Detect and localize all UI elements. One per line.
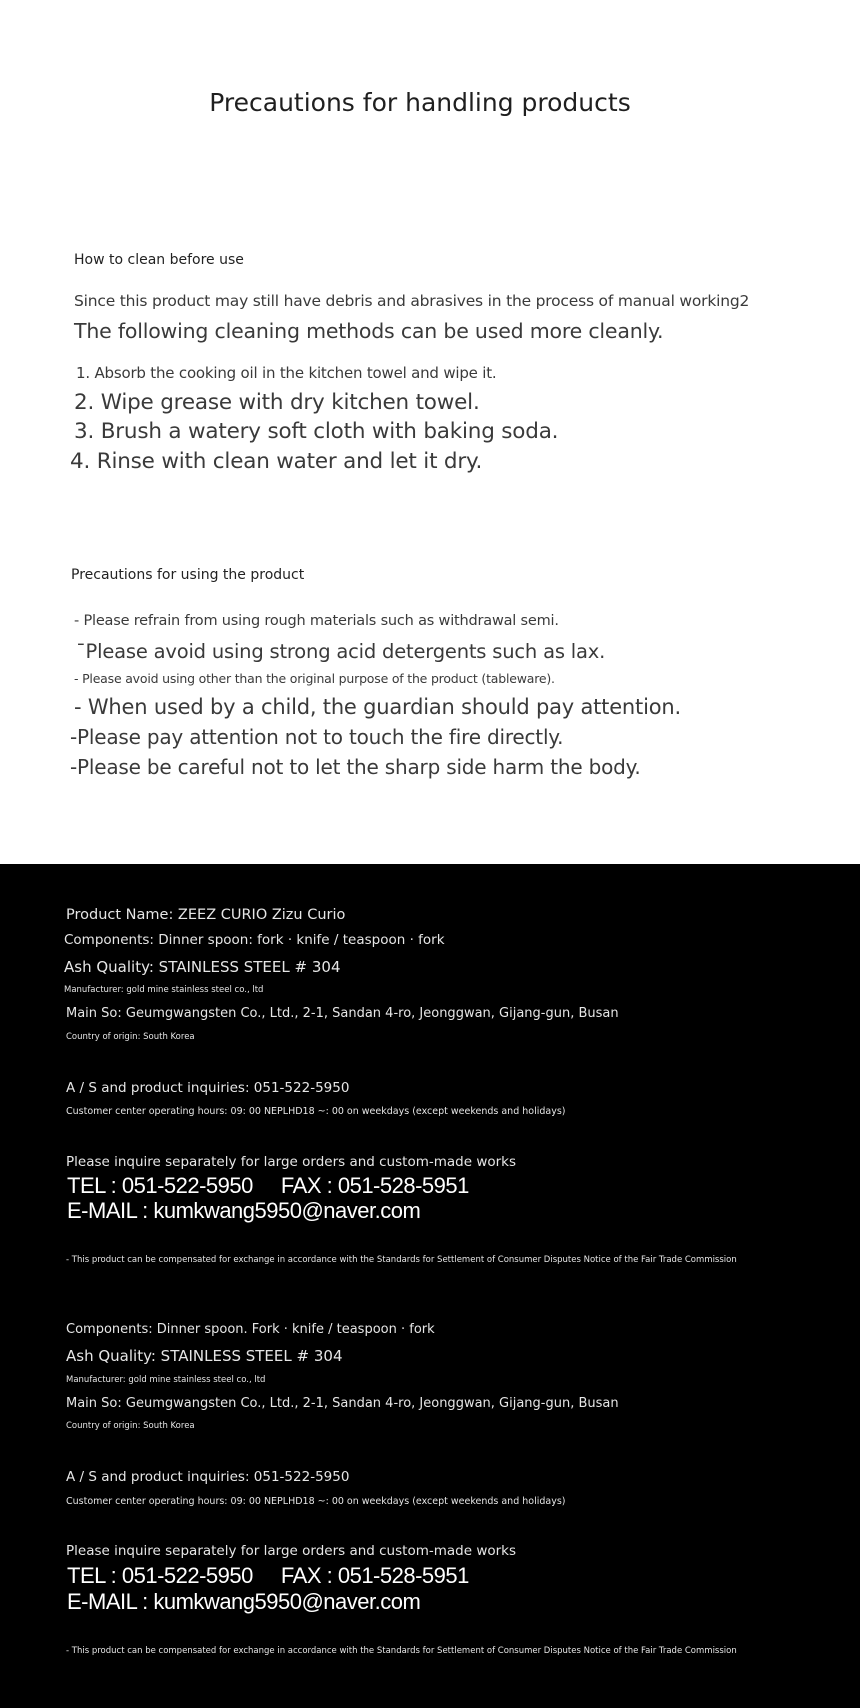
notice-1: - This product can be compensated for exchange in accordance with the Standards for Settlement of Consumer Disputes Notice of the Fair Trade Commission: [66, 1255, 737, 1265]
cleaning-intro-line2: The following cleaning methods can be used more cleanly.: [74, 319, 664, 343]
large-orders-2: Please inquire separately for large orders and custom-made works: [66, 1543, 517, 1559]
manufacturer-2: Manufacturer: gold mine stainless steel co., ltd: [66, 1375, 266, 1385]
product-info-section: [0, 864, 860, 1708]
hours-1: Customer center operating hours: 09: 00 NEPLHD18 ~: 00 on weekdays (except weekends and holidays): [66, 1106, 566, 1117]
tel-fax-1: TEL : 051-522-5950 FAX : 051-528-5951: [67, 1173, 469, 1198]
origin-2: Country of origin: South Korea: [66, 1421, 195, 1431]
hours-2: Customer center operating hours: 09: 00 NEPLHD18 ~: 00 on weekdays (except weekends and holidays): [66, 1496, 566, 1507]
precaution-item-1: - Please refrain from using rough materials such as withdrawal semi.: [74, 613, 559, 629]
components-1: Components: Dinner spoon: fork · knife / teaspoon · fork: [64, 932, 445, 948]
origin-1: Country of origin: South Korea: [66, 1032, 195, 1042]
material-1: Ash Quality: STAINLESS STEEL # 304: [64, 958, 341, 976]
cleaning-step-2: 2. Wipe grease with dry kitchen towel.: [74, 390, 480, 415]
precaution-item-4: - When used by a child, the guardian should pay attention.: [74, 695, 681, 719]
cleaning-heading: How to clean before use: [74, 252, 244, 268]
main-so-2: Main So: Geumgwangsten Co., Ltd., 2-1, Sandan 4-ro, Jeonggwan, Gijang-gun, Busan: [66, 1396, 619, 1411]
cleaning-step-1: 1. Absorb the cooking oil in the kitchen towel and wipe it.: [76, 364, 497, 382]
cleaning-intro-line1: Since this product may still have debris and abrasives in the process of manual working2: [74, 292, 750, 310]
precautions-heading: Precautions for using the product: [71, 567, 305, 583]
notice-2: - This product can be compensated for exchange in accordance with the Standards for Settlement of Consumer Disputes Notice of the Fair Trade Commission: [66, 1646, 737, 1656]
as-inquiries-2: A / S and product inquiries: 051-522-5950: [66, 1469, 350, 1485]
precaution-item-6: -Please be careful not to let the sharp side harm the body.: [70, 755, 641, 779]
precaution-item-3: - Please avoid using other than the original purpose of the product (tableware).: [74, 671, 555, 686]
email-1: E-MAIL : kumkwang5950@naver.com: [67, 1198, 421, 1223]
main-so-1: Main So: Geumgwangsten Co., Ltd., 2-1, Sandan 4-ro, Jeonggwan, Gijang-gun, Busan: [66, 1006, 619, 1021]
as-inquiries-1: A / S and product inquiries: 051-522-5950: [66, 1080, 350, 1096]
cleaning-step-4: 4. Rinse with clean water and let it dry.: [70, 449, 483, 474]
cleaning-step-3: 3. Brush a watery soft cloth with baking soda.: [74, 419, 559, 444]
product-name: Product Name: ZEEZ CURIO Zizu Curio: [66, 907, 346, 923]
manufacturer-1: Manufacturer: gold mine stainless steel co., ltd: [64, 985, 264, 995]
components-2: Components: Dinner spoon. Fork · knife / teaspoon · fork: [66, 1322, 435, 1337]
page-title: Precautions for handling products: [209, 88, 631, 117]
tel-fax-2: TEL : 051-522-5950 FAX : 051-528-5951: [67, 1563, 469, 1588]
precaution-item-2: ¯Please avoid using strong acid detergents such as lax.: [76, 640, 606, 663]
email-2: E-MAIL : kumkwang5950@naver.com: [67, 1589, 421, 1614]
large-orders-1: Please inquire separately for large orders and custom-made works: [66, 1154, 517, 1170]
material-2: Ash Quality: STAINLESS STEEL # 304: [66, 1347, 343, 1365]
precaution-item-5: -Please pay attention not to touch the fire directly.: [70, 725, 564, 749]
